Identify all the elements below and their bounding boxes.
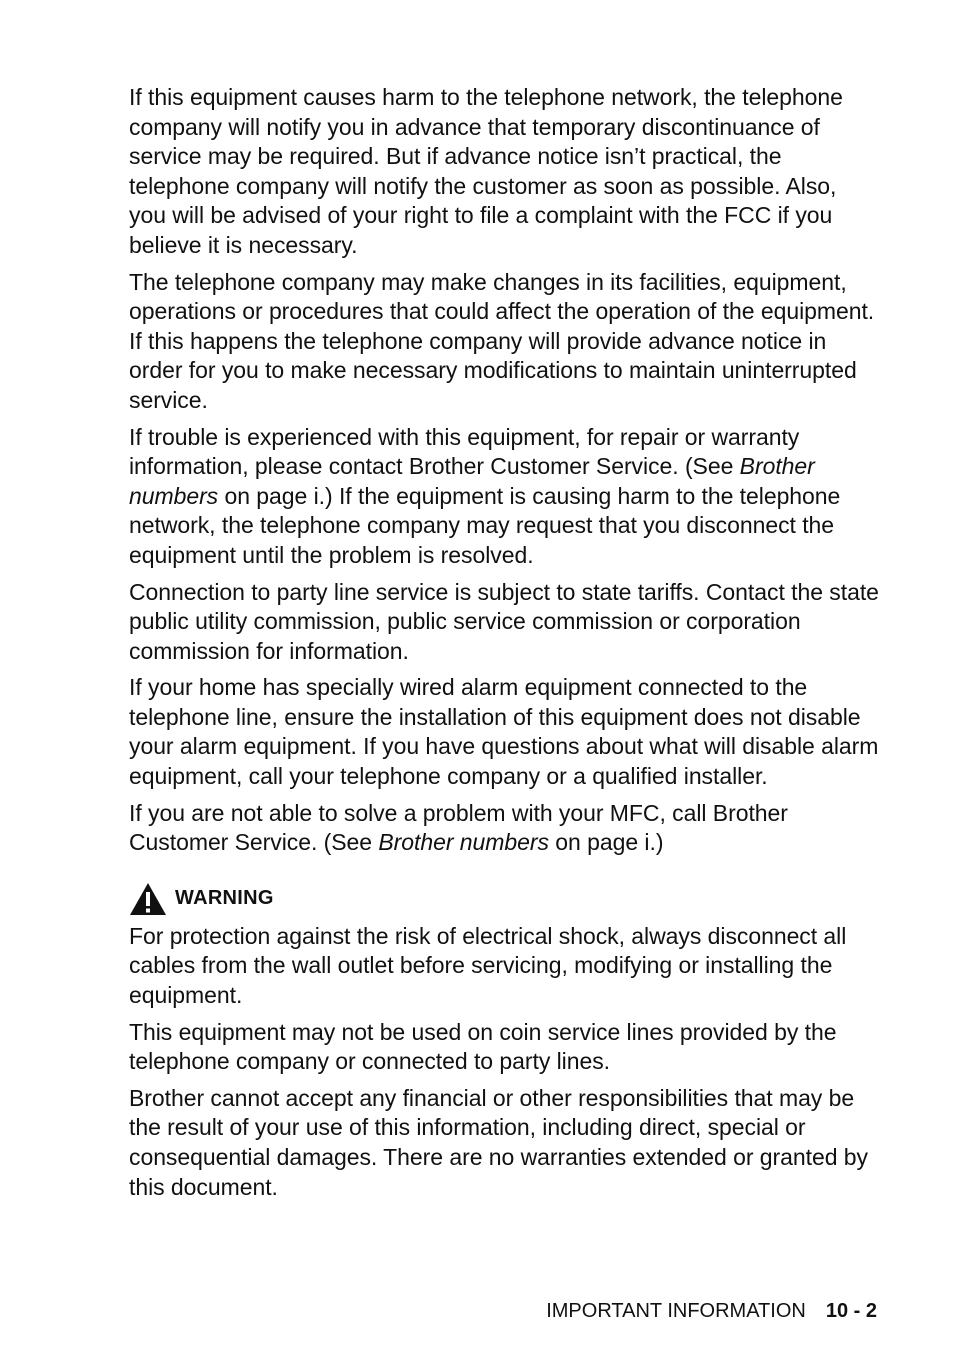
paragraph — [129, 922, 879, 1011]
paragraph-text: This equipment may not be used on coin service lines provided by the telephone company or connected to party lines. — [129, 1018, 837, 1075]
warning-label: WARNING — [175, 887, 274, 910]
warning-triangle-icon — [129, 882, 167, 916]
paragraph-text: on page i.) — [548, 829, 664, 856]
warning-heading — [129, 882, 879, 916]
paragraph — [129, 83, 879, 261]
paragraph-text: If trouble is experienced with this equipment, for repair or warranty information, please contact Brother Customer Service. (See — [129, 423, 800, 480]
paragraph — [129, 1018, 879, 1077]
paragraph — [129, 423, 879, 571]
paragraph-text: If your home has specially wired alarm equipment connected to the telephone line, ensure the installation of this equipment does not disable your alarm equipment. If you have questions about what will disable alarm equipment, call your telephone company or a qualified installer. — [129, 674, 879, 790]
cross-reference-text: Brother numbers — [129, 453, 815, 509]
page-footer — [546, 1300, 877, 1323]
paragraph — [129, 268, 879, 416]
footer-section-title: IMPORTANT INFORMATION — [546, 1300, 806, 1322]
document-body — [129, 83, 879, 1209]
paragraph — [129, 1084, 879, 1202]
page-number: 10 - 2 — [825, 1300, 877, 1322]
paragraph-text: If you are not able to solve a problem with your MFC, call Brother Customer Service. (See — [129, 799, 788, 856]
paragraph-group-bottom — [129, 922, 879, 1202]
paragraph-text: If this equipment causes harm to the telephone network, the telephone company will notify you in advance that temporary discontinuance of service may be required. But if advance notice isn’t practical, the telephone company will notify the customer as soon as possible. Also, you will be advised of your right to file a complaint with the FCC if you believe it is necessary. — [129, 84, 843, 258]
paragraph-text: Brother cannot accept any financial or other responsibilities that may be the result of your use of this information, including direct, special or consequential damages. There are no warranties extended or granted by this document. — [129, 1084, 868, 1200]
paragraph-text: The telephone company may make changes in its facilities, equipment, operations or procedures that could affect the operation of the equipment. If this happens the telephone company will provide advance notice in order for you to make necessary modifications to maintain uninterrupted service. — [129, 268, 875, 413]
paragraph-group-top — [129, 83, 879, 858]
paragraph-text: on page i.) If the equipment is causing harm to the telephone network, the telephone company may request that you disconnect the equipment until the problem is resolved. — [129, 482, 841, 568]
paragraph-text: For protection against the risk of electrical shock, always disconnect all cables from the wall outlet before servicing, modifying or installing the equipment. — [129, 922, 847, 1009]
paragraph — [129, 799, 879, 858]
paragraph — [129, 578, 879, 667]
paragraph — [129, 673, 879, 791]
paragraph-text: Connection to party line service is subject to state tariffs. Contact the state public utility commission, public service commission or corporation commission for information. — [129, 578, 879, 664]
cross-reference-text: Brother numbers — [378, 829, 549, 856]
